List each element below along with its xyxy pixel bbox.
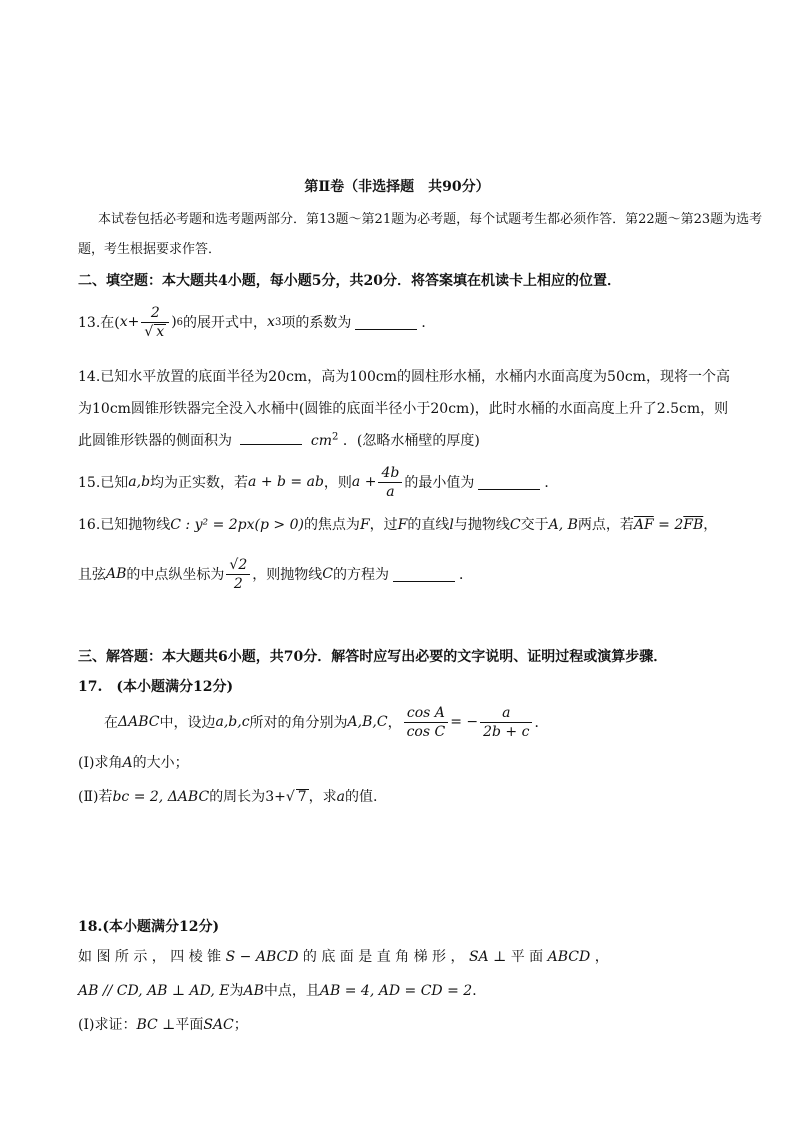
q17-fraction-1 [404,704,449,741]
q13-exp: 6 [176,316,184,328]
q17-stem-c: 所对的角分别为 [249,715,348,731]
q16-points: A, B [548,517,578,533]
q17-part2-cond: bc = 2, ΔABC [112,789,210,805]
q18-line1-c: 平 面 [510,949,544,965]
q16-text-h: ， [703,517,718,533]
q16-answer-blank[interactable] [393,567,455,582]
q17-part2-c: ，求 [308,789,337,805]
q17-perimeter-a: 3+ [265,789,286,805]
q13-frac-den [141,323,169,341]
q17-stem-d: ， [387,715,402,731]
q17-frac1-num: cos A [404,704,449,723]
q15-text2: 均为正实数，若 [150,475,249,491]
q14-answer-blank[interactable] [240,430,302,445]
q16-text-a: 16.已知抛物线 [78,517,171,533]
q17-part2-d: 的值. [345,789,378,805]
q18-title: 18.(本小题满分12分) [78,919,220,935]
question-15 [78,460,734,504]
q17-part1-var: A [122,755,133,771]
q16-vector-af: $\overline{AF}$ [633,517,654,533]
q16-frac-num: √2 [226,556,250,575]
q16-chord: AB [106,566,127,582]
q16-line2-d: 的方程为 [332,567,389,583]
q18-line2-a: 为 [229,983,244,999]
q17-part-2 [78,786,734,806]
q16-curve-c: C [509,517,521,533]
q16-line2-a: 且弦 [78,567,106,583]
q13-frac-den-var: x [156,323,165,340]
q18-plane: ABCD [547,949,591,965]
q17-frac2-den: 2b + c [483,723,530,740]
q15-text4: 的最小值为 [404,475,475,491]
q16-text-g: 两点，若 [577,517,634,533]
q14-line-2: 为10cm圆锥形铁器完全没入水桶中(圆锥的底面半径小于20cm)，此时水桶的水面高度上升了2.5cm，则 [78,401,729,417]
q18-line-1 [78,946,734,966]
q18-part1-end: ； [233,1017,248,1033]
q18-line1-a: 如 图 所 示 ， 四 棱 锥 [78,949,222,965]
q14-line-1: 14.已知水平放置的底面半径为20cm，高为100cm的圆柱形水桶，水桶内水面高度为50cm，现将一个高 [78,369,730,385]
q17-part1-a: (Ⅰ)求角 [78,755,123,771]
sqrt-icon: √ [285,789,295,805]
q17-triangle: ΔABC [118,714,160,730]
q15-eq: a + b = ab [248,474,324,490]
q17-eq: = − [450,714,479,730]
section-title: 第Ⅱ卷（非选择题 共90分） [304,179,490,195]
q16-vector-fb: $\overline{FB}$ [683,517,704,533]
q18-pyramid: S − ABCD [225,949,299,965]
q18-line1-d: ， [594,949,609,965]
q14-line3-b: ．(忽略水桶壁的厚度) [342,433,480,449]
q14-line-3 [78,430,734,450]
q16-fraction [226,556,250,593]
q18-line-2 [78,980,734,1000]
q16-line-2 [78,552,734,596]
q17-frac1-den: cos C [406,723,446,740]
q16-text-d: 的直线 [407,517,450,533]
q13-answer-blank[interactable] [355,315,417,330]
q18-line2-ab: AB [243,983,264,999]
q13-text1: 的展开式中， [183,315,268,331]
q15-text3: ，则 [323,475,352,491]
q17-part2-a: (Ⅱ)若 [78,789,113,805]
q17-end: ． [534,715,549,731]
intro-line-2: 题，考生根据要求作答． [78,242,222,257]
q16-line2-c: ，则抛物线 [252,567,323,583]
q15-fraction [378,464,402,501]
q14-unit: cm [310,433,333,449]
q15-expr-a: a + [351,474,377,490]
q17-sides: a,b,c [215,714,250,730]
q18-line2-math: AB // CD, AB ⊥ AD, E [78,983,230,999]
q13-close: ) [171,314,177,330]
q16-text-b: 的焦点为 [303,517,360,533]
q16-focus: F [359,517,370,533]
q18-line2-end: ． [472,983,487,999]
question-13 [78,300,734,344]
q15-answer-blank[interactable] [478,475,540,490]
q14-unit-exp: 2 [332,431,339,443]
q13-frac-num: 2 [141,304,169,323]
q17-stem-b: 中，设边 [159,715,216,731]
q18-part1-a: (Ⅰ)求证： [78,1017,137,1033]
q17-part2-b: 的周长为 [209,789,266,805]
q15-frac-num: 4b [378,464,402,483]
sqrt-icon: √ [144,323,154,340]
q17-part-1 [78,752,734,772]
q18-line2-eq: AB = 4, AD = CD = 2 [319,983,473,999]
q17-perimeter-root: 7 [297,789,307,805]
q15-vars: a,b [128,474,151,490]
q13-end: ． [421,315,436,331]
q15-end: ． [544,475,559,491]
q13-x: x [119,314,128,330]
q17-title: 17. (本小题满分12分) [78,679,234,695]
q16-line-l: l [449,517,454,533]
q18-line1-b: 的 底 面 是 直 角 梯 形 ， [302,949,465,965]
q14-line3-a: 此圆锥形铁器的侧面积为 [78,433,232,449]
section2-heading: 二、填空题：本大题共4小题，每小题5分，共20分．将答案填在机读卡上相应的位置． [78,273,621,289]
q16-text-e: 与抛物线 [453,517,510,533]
q17-frac2-num: a [480,704,532,723]
q18-sa: SA ⊥ [468,949,507,965]
q16-text-f: 交于 [520,517,549,533]
q16-parabola: C : y² = 2px(p > 0) [170,517,304,533]
q13-term-exp: 3 [274,316,282,328]
q13-text2: 项的系数为 [281,315,352,331]
q16-line2-b: 的中点纵坐标为 [126,567,225,583]
intro-line-1: 本试卷包括必考题和选考题两部分．第13题～第21题为必考题，每个试题考生都必须作答．第22题～第23题为选考 [98,212,763,227]
q18-part-1 [78,1014,734,1034]
section3-heading: 三、解答题：本大题共6小题，共70分．解答时应写出必要的文字说明、证明过程或演算步骤． [78,649,668,665]
q17-angles: A,B,C [347,714,388,730]
q18-part1-b: 平面 [175,1017,204,1033]
q17-part1-b: 的大小； [132,755,189,771]
q16-text-c: ，过 [369,517,398,533]
q16-line-1 [78,514,734,534]
q18-part1-plane: SAC [203,1017,234,1033]
q13-fraction [141,304,169,341]
q16-frac-den: 2 [233,575,243,592]
q18-part1-math: BC ⊥ [136,1017,176,1033]
q13-term-var: x [267,314,275,330]
q16-vector-eq: = 2 [653,517,684,533]
q17-fraction-2 [480,704,532,741]
q15-frac-den: a [386,483,395,500]
q16-focus-2: F [397,517,408,533]
q18-line2-b: 中点，且 [263,983,320,999]
q13-prefix: 13.在( [78,315,120,331]
q17-part2-var: a [336,789,346,805]
q16-curve-c-2: C [322,566,333,582]
q17-stem-a: 在 [104,715,118,731]
q17-stem [104,700,734,744]
q13-plus: + [127,314,140,330]
q16-end: ． [458,567,473,583]
q15-text1: 15.已知 [78,475,129,491]
